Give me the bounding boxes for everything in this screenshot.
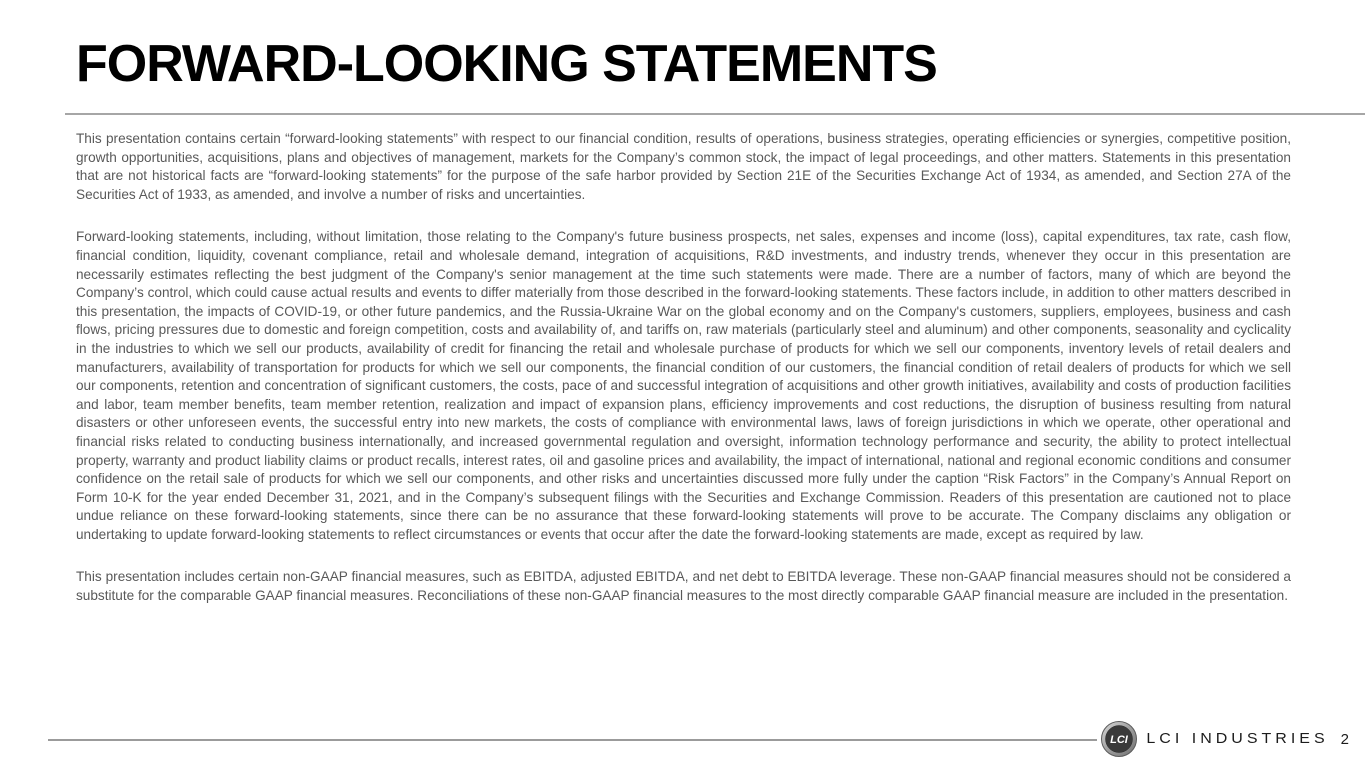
paragraph-non-gaap-measures: This presentation includes certain non-GAAP financial measures, such as EBITDA, adjusted EBITDA, and net debt to EBITDA leverage. These non-GAAP financial measures should not be considered a substitute for the comparable GAAP financial measures. Reconciliations of these non-GAAP financial measures to the most directly comparable GAAP financial measure are included in the presentation. (76, 569, 1291, 604)
title-divider (65, 113, 1365, 115)
slide-body (76, 130, 1291, 630)
paragraph-forward-looking-intro: This presentation contains certain “forward-looking statements” with respect to our financial condition, results of operations, business strategies, operating efficiencies or synergies, competitive position, growth opportunities, acquisitions, plans and objectives of management, markets for the Company’s common stock, the impact of legal proceedings, and other matters. Statements in this presentation that are not historical facts are “forward-looking statements” for the purpose of the safe harbor provided by Section 21E of the Securities Exchange Act of 1934, as amended, and Section 27A of the Securities Act of 1933, as amended, and involve a number of risks and uncertainties. (76, 131, 1291, 202)
page-title: FORWARD-LOOKING STATEMENTS (76, 35, 937, 93)
page-number: 2 (1340, 730, 1349, 748)
paragraph-risk-factors: Forward-looking statements, including, without limitation, those relating to the Company's future business prospects, net sales, expenses and income (loss), capital expenditures, tax rate, cash flow, financial condition, liquidity, covenant compliance, retail and wholesale demand, integration of acquisitions, R&D investments, and industry trends, whenever they occur in this presentation are necessarily estimates reflecting the best judgment of the Company's senior management at the time such statements were made. There are a number of factors, many of which are beyond the Company’s control, which could cause actual results and events to differ materially from those described in the forward-looking statements. These factors include, in addition to other matters described in this presentation, the impacts of COVID-19, or other future pandemics, and the Russia-Ukraine War on the global economy and on the Company's customers, suppliers, employees, business and cash flows, pricing pressures due to domestic and foreign competition, costs and availability of, and tariffs on, raw materials (particularly steel and aluminum) and other components, seasonality and cyclicality in the industries to which we sell our products, availability of credit for financing the retail and wholesale purchase of products for which we sell our components, inventory levels of retail dealers and manufacturers, availability of transportation for products for which we sell our components, the financial condition of our customers, the financial condition of retail dealers of products for which we sell our components, retention and concentration of significant customers, the costs, pace of and successful integration of acquisitions and other growth initiatives, availability and costs of production facilities and labor, team member benefits, team member retention, realization and impact of expansion plans, efficiency improvements and cost reductions, the disruption of business resulting from natural disasters or other unforeseen events, the successful entry into new markets, the costs of compliance with environmental laws, laws of foreign jurisdictions in which we operate, other operational and financial risks related to conducting business internationally, and increased governmental regulation and oversight, information technology performance and security, the ability to protect intellectual property, warranty and product liability claims or product recalls, interest rates, oil and gasoline prices and availability, the impact of international, national and regional economic conditions and consumer confidence on the retail sale of products for which we sell our components, and other risks and uncertainties discussed more fully under the caption “Risk Factors” in the Company’s Annual Report on Form 10-K for the year ended December 31, 2021, and in the Company’s subsequent filings with the Securities and Exchange Commission. Readers of this presentation are cautioned not to place undue reliance on these forward-looking statements, since there can be no assurance that these forward-looking statements will prove to be accurate. The Company disclaims any obligation or undertaking to update forward-looking statements to reflect circumstances or events that occur after the date the forward-looking statements are made, except as required by law. (76, 229, 1291, 542)
svg-text:LCI: LCI (1110, 734, 1129, 746)
lci-logo-icon (1100, 720, 1138, 758)
brand-name: LCI INDUSTRIES (1146, 730, 1329, 747)
footer-brand-lockup (1100, 719, 1349, 759)
footer-divider (48, 739, 1097, 741)
